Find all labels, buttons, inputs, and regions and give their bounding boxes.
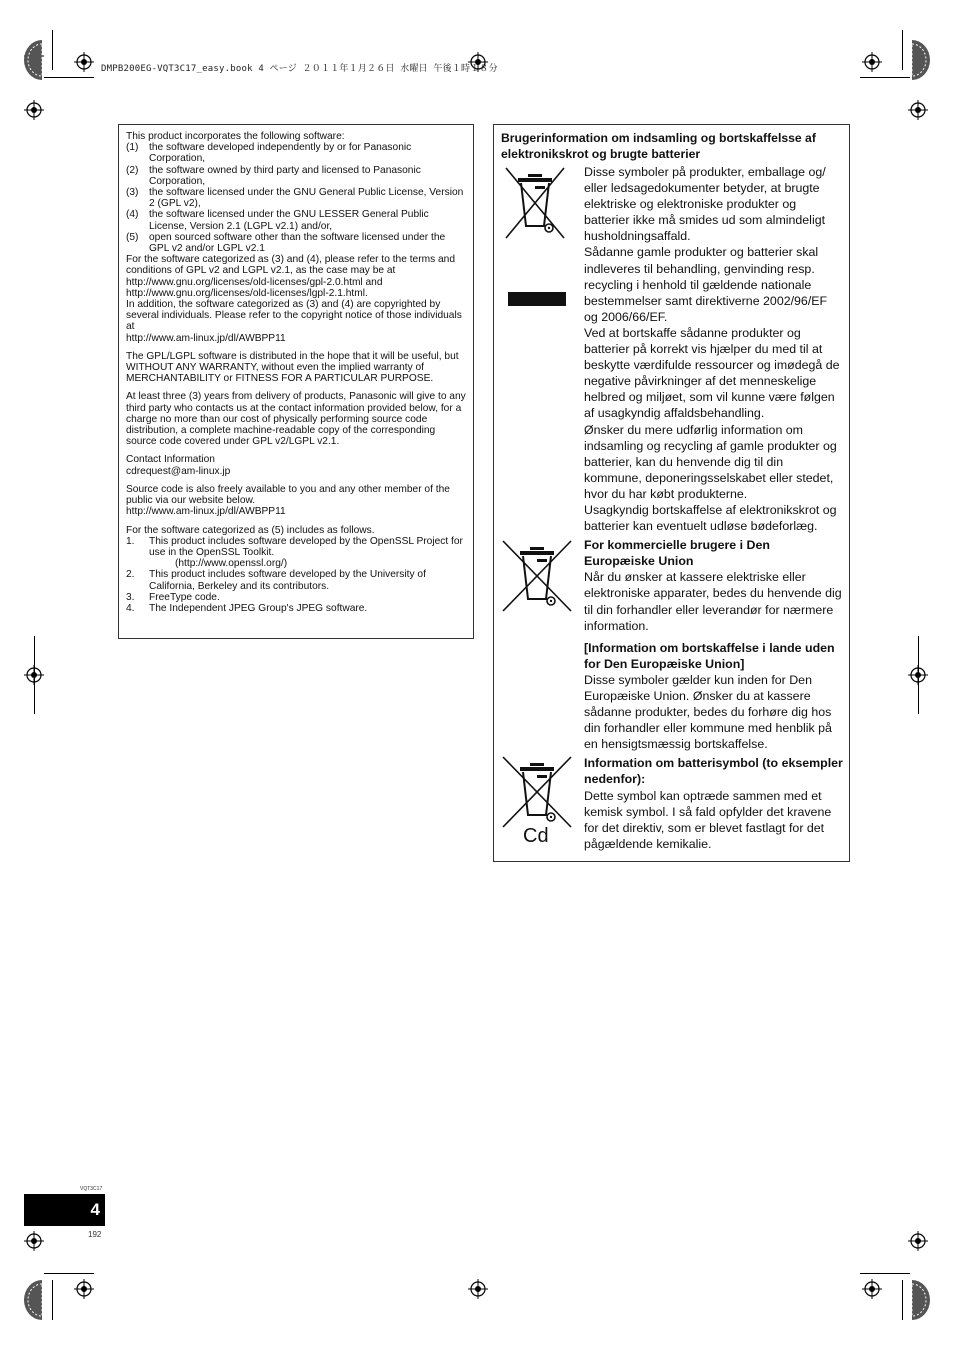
lgpl-url: http://www.gnu.org/licenses/old-licenses/lgpl-2.1.html. [126,287,368,299]
contact-email: cdrequest@am-linux.jp [126,465,231,477]
registration-mark-icon [74,1279,94,1299]
software-license-box [118,124,474,639]
list-item: (1) the software developed independently by or for Panasonic Corporation, [126,142,412,165]
crossed-bin-icon [501,539,573,615]
registration-mark-icon [862,1279,882,1299]
registration-mark-icon [908,100,928,120]
list-item [126,558,466,569]
registration-mark-icon [862,52,882,72]
disposal-section-general [501,164,843,534]
license-intro: This product incorporates the following software: [126,131,345,142]
disposal-info-title: Brugerinformation om indsamling og bortskaffelsse af elektronikskrot og brugte batterier [501,131,816,161]
underline-bar [508,292,566,306]
disposal-p5: Usagkyndig bortskaffelse af elektronikskrot og batterier kan eventuelt udløse bødeforlæg. [584,502,837,534]
list-item: 3. FreeType code. [126,591,220,603]
source-url: http://www.am-linux.jp/dl/AWBPP11 [126,506,286,518]
model-code: VQT3C17 [80,1186,103,1192]
commercial-text: Når du ønsker at kassere elektriske eller elektroniske apparater, bedes du henvende dig til din forhandler eller leverandør for nærmere information. [584,570,842,633]
list-item: (4) the software licensed under the GNU LESSER General Public License, Version 2.1 (LGPL v2.1) and/or, [126,209,429,232]
registration-mark-icon [24,1231,44,1251]
registration-mark-icon [468,1279,488,1299]
registration-mark-icon [24,100,44,120]
disposal-p4: Ønsker du mere udførlig information om indsamling og recycling af gamle produkter og batterier, kan du henvende dig til din kommune, deponeringsselskabet eller stedet, hvor du har købt produkterne. [584,422,837,501]
color-wheel-mark-icon [912,40,930,80]
color-wheel-mark-icon [24,1280,42,1320]
disposal-p2: Sådanne gamle produkter og batterier skal indleveres til behandling, genvinding resp. recycling i henhold til gældende nationale bestemmelser samt direktiverne 2002/96/EF og 2006/66/EF. [584,245,828,324]
gpl-terms-text: For the software categorized as (3) and (4), please refer to the terms and conditions of GPL v2 and LGPL v2.1, as the case may be at [126,254,455,277]
color-wheel-mark-icon [912,1280,930,1320]
copyright-text: In addition, the software categorized as (3) and (4) are copyrighted by several individuals. Please refer to the copyright notice of those individuals at [126,299,462,333]
source-availability-text: Source code is also freely available to you and any other member of the public via our website below. [126,483,450,507]
non-eu-heading: [Information om bortskaffelse i lande uden for Den Europæiske Union] [584,640,835,671]
category5-intro: For the software categorized as (5) includes as follows. [126,524,375,536]
commercial-heading: For kommercielle brugere i Den Europæiske Union [584,538,770,569]
battery-heading: Information om batterisymbol (to eksempler nedenfor): [584,756,843,787]
print-job-header: DMPB200EG-VQT3C17_easy.book 4 ページ ２０１１年１月２６日 水曜日 午後１時１８分 [101,64,498,74]
disposal-section-commercial [501,537,843,752]
page-number-secondary: 192 [88,1230,102,1239]
warranty-text: The GPL/LGPL software is distributed in the hope that it will be useful, but WITHOUT ANY WARRANTY, without even the implied warranty of MERCHANTABILITY or FITNESS FOR A PARTICULAR PURPOSE. [126,350,459,385]
list-item: (2) the software owned by third party and licensed to Panasonic Corporation, [126,164,421,187]
color-wheel-mark-icon [24,40,42,80]
crossed-bin-icon [504,166,566,242]
copyright-url: http://www.am-linux.jp/dl/AWBPP11 [126,332,286,344]
software-category-list [126,142,466,254]
registration-mark-icon [908,1231,928,1251]
non-eu-text: Disse symboler gælder kun inden for Den Europæiske Union. Ønsker du at kassere sådanne produkter, bedes du forhøre dig hos din forhandler eller kommune med henblik på en hensigtsmæssig bortskaffelse. [584,672,832,752]
category5-list [126,536,466,614]
registration-mark-icon [74,52,94,72]
list-item: 2. This product includes software developed by the University of California, Berkeley and its contributors. [126,569,426,592]
source-offer-text: At least three (3) years from delivery of products, Panasonic will give to any third party who contacts us at the contact information provided below, for a charge no more than our cost of physically performing source code distribution, a complete machine-readable copy of the corresponding source code covered under GPL v2/LGPL v2.1. [126,391,466,448]
page-number: 4 [90,1200,100,1219]
disposal-p3: Ved at bortskaffe sådanne produkter og batterier på korrekt vis hjælper du med til at beskytte værdifulde ressourcer og imødegå de negative påvirkninger af det menneskelige helbred og miljøet, som vil kunne være følgen af usagkyndig affaldsbehandling. [584,325,840,421]
gpl-url: http://www.gnu.org/licenses/old-licenses/gpl-2.0.html and [126,276,383,288]
disposal-section-battery [501,755,843,852]
disposal-info-box [493,124,850,862]
page-number-tab [24,1194,105,1226]
list-item: 4. The Independent JPEG Group's JPEG software. [126,602,368,614]
list-item: 1. This product includes software developed by the OpenSSL Project for use in the OpenSSL Toolkit. [126,535,463,558]
crossed-bin-icon [501,755,573,831]
contact-label: Contact Information [126,454,215,466]
list-item: (5) open sourced software other than the software licensed under the GPL v2 and/or LGPL v2.1 [126,231,446,255]
openssl-url: (http://www.openssl.org/) [175,558,288,570]
cadmium-symbol-label: Cd [523,825,549,848]
disposal-p1: Disse symboler på produkter, emballage og/ eller ledsagedokumenter betyder, at brugte elektriske og elektroniske produkter og batterier ikke må smides ud som almindeligt husholdningsaffald. [584,165,826,244]
battery-text: Dette symbol kan optræde sammen med et kemisk symbol. I så fald opfylder det kravene for det direktiv, som er blevet fastlagt for det pågældende kemikalie. [584,788,832,851]
list-item: (3) the software licensed under the GNU General Public License, Version 2 (GPL v2), [126,187,464,210]
